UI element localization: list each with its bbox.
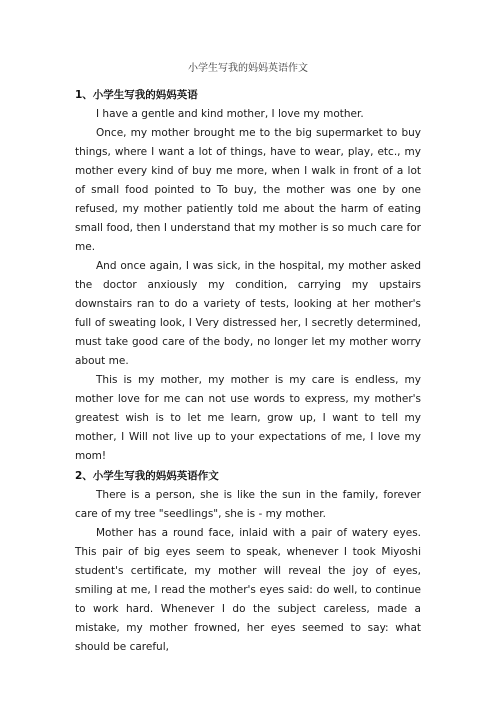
paragraph: And once again, I was sick, in the hospital, my mother asked the doctor anxiously my condition, carrying my upstairs downstairs ran to do a variety of tests, looking at her mother's full of sweating look, I Very distressed her, I secretly determined, must take good care of the body, no longer let my mother worry about me. — [75, 260, 421, 367]
document-title: 小学生写我的妈妈英语作文 — [188, 63, 308, 74]
section-heading-2: 2、小学生写我的妈妈英语作文 — [75, 470, 219, 482]
paragraph: This is my mother, my mother is my care is endless, my mother love for me can not use words to express, my mother's greatest wish is to let me learn, grow up, I want to tell my mother, I Will not live up to your expectations of me, I love my mom! — [75, 374, 421, 462]
paragraph: I have a gentle and kind mother, I love my mother. — [96, 108, 364, 120]
section-heading-1: 1、小学生写我的妈妈英语 — [75, 89, 198, 101]
paragraph: There is a person, she is like the sun in the family, forever care of my tree "seedlings", she is - my mother. — [75, 489, 421, 520]
paragraph: Once, my mother brought me to the big supermarket to buy things, where I want a lot of things, have to wear, play, etc., my mother every kind of buy me more, when I walk in front of a lot of small food pointed to To buy, the mother was one by one refused, my mother patiently told me about the harm of eating small food, then I understand that my mother is so much care for me. — [75, 127, 421, 253]
paragraph: Mother has a round face, inlaid with a pair of watery eyes. This pair of big eyes seem to speak, whenever I took Miyoshi student's certificate, my mother will reveal the joy of eyes, smiling at me, I read the mother's eyes said: do well, to continue to work hard. Whenever I do the subject careless, made a mistake, my mother frowned, her eyes seemed to say: what should be careful, — [75, 527, 421, 653]
